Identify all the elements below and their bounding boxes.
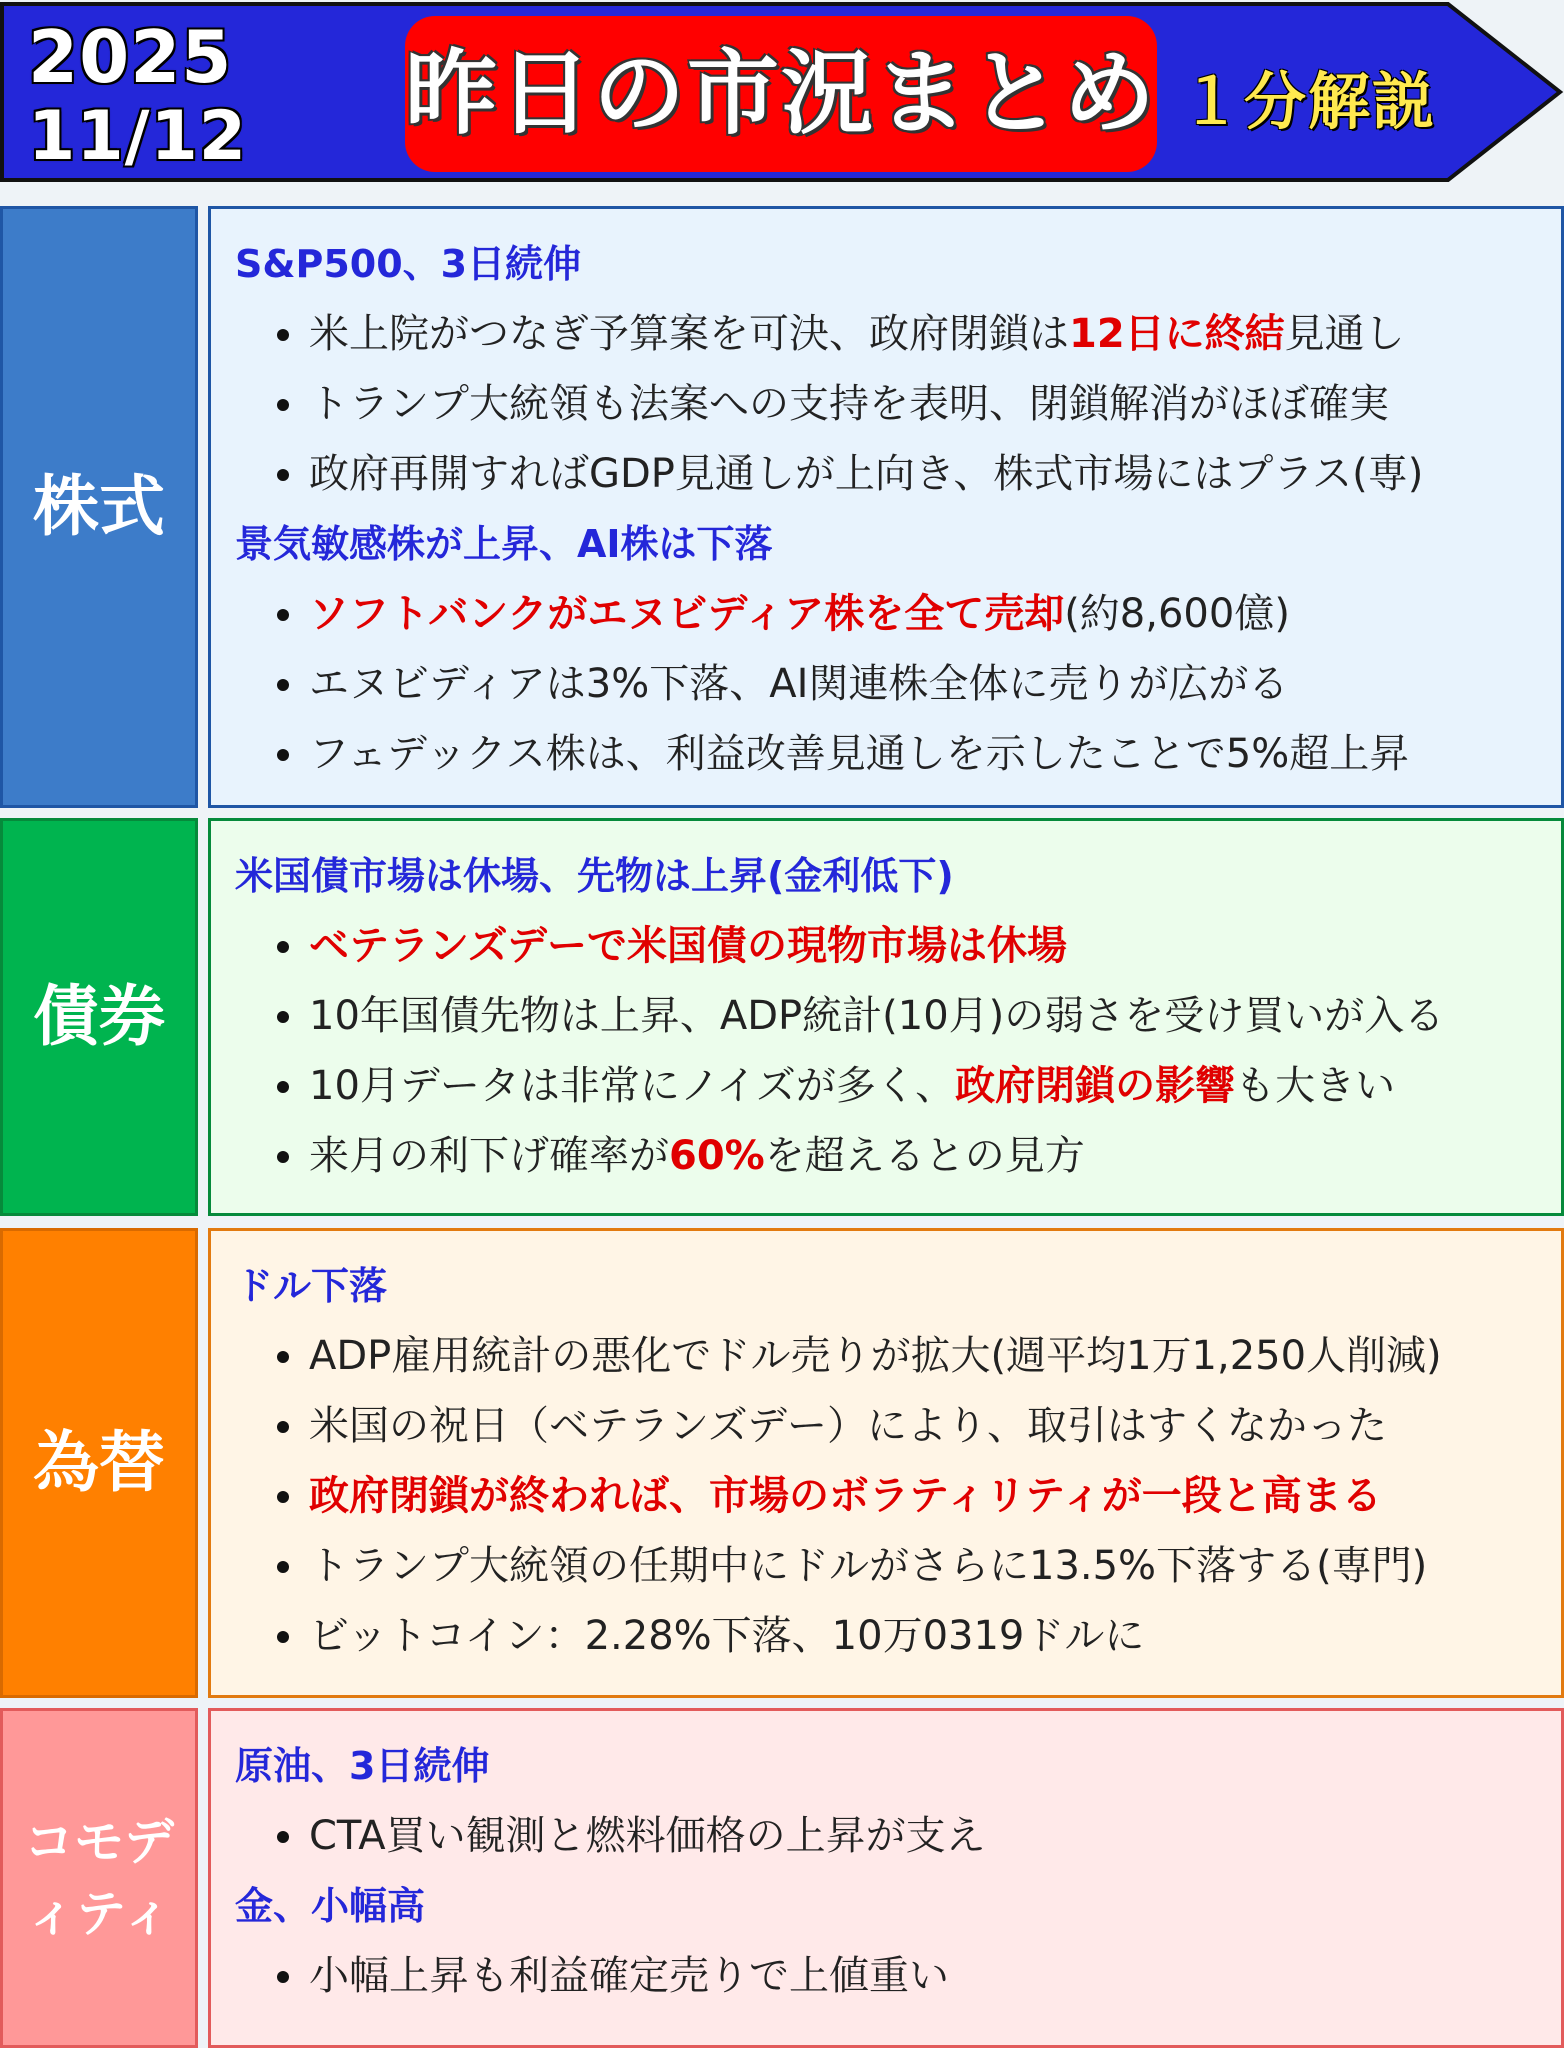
list-item: 米国の祝日（ベテランズデー）により、取引はすくなかった	[235, 1395, 1561, 1465]
section-commodities	[0, 1708, 1564, 2048]
section-stocks	[0, 206, 1564, 808]
item-text: 来月の利下げ確率が	[309, 1133, 669, 1179]
label-line: ィティ	[26, 1885, 172, 1943]
header-banner	[0, 2, 1564, 182]
item-highlight: 12日に終結	[1069, 311, 1285, 357]
section-content-fx	[208, 1228, 1564, 1698]
list-item: フェデックス株は、利益改善見通しを示したことで5%超上昇	[235, 723, 1561, 793]
date-display	[28, 16, 268, 178]
item-text: (約8,600億)	[1064, 591, 1290, 637]
list-item: CTA買い観測と燃料価格の上昇が支え	[235, 1805, 1561, 1875]
list-item: ビットコイン：2.28%下落、10万0319ドルに	[235, 1605, 1561, 1675]
item-text: 10月データは非常にノイズが多く、	[309, 1063, 956, 1109]
label-line: コモデ	[24, 1812, 174, 1871]
page-title: 昨日の市況まとめ	[405, 16, 1157, 172]
commodities-heading-gold: 金、小幅高	[235, 1884, 426, 1928]
item-highlight: ソフトバンクがエヌビディア株を全て売却	[309, 591, 1065, 637]
list-item: ADP雇用統計の悪化でドル売りが拡大(週平均1万1,250人削減)	[235, 1325, 1561, 1395]
date-month-day: 11/12	[28, 97, 248, 176]
list-item: エヌビディアは3%下落、AI関連株全体に売りが広がる	[235, 653, 1561, 723]
section-bonds	[0, 818, 1564, 1216]
section-label-bonds: 債券	[0, 818, 198, 1216]
list-item: トランプ大統領の任期中にドルがさらに13.5%下落する(専門)	[235, 1535, 1561, 1605]
list-item: 政府閉鎖が終われば、市場のボラティリティが一段と高まる	[235, 1465, 1561, 1535]
list-item	[235, 1125, 1561, 1195]
item-text: 見通し	[1284, 311, 1405, 357]
page-subtitle: １分解説	[1180, 65, 1437, 138]
bonds-heading: 米国債市場は休場、先物は上昇(金利低下)	[235, 854, 954, 898]
list-item: 政府再開すればGDP見通しが上向き、株式市場にはプラス(専)	[235, 443, 1561, 513]
section-content-commodities	[208, 1708, 1564, 2048]
commodities-heading-oil: 原油、3日続伸	[235, 1744, 490, 1788]
item-highlight: 60%	[669, 1133, 765, 1179]
list-item: 小幅上昇も利益確定売りで上値重い	[235, 1945, 1561, 2015]
stocks-heading-sp500: S&P500、3日続伸	[235, 242, 582, 286]
section-content-bonds	[208, 818, 1564, 1216]
list-item: 10年国債先物は上昇、ADP統計(10月)の弱さを受け買いが入る	[235, 985, 1561, 1055]
item-text: 米上院がつなぎ予算案を可決、政府閉鎖は	[309, 311, 1069, 357]
date-year: 2025	[28, 15, 233, 99]
item-text: も大きい	[1235, 1063, 1396, 1109]
section-label-commodities	[0, 1708, 198, 2048]
list-item	[235, 583, 1561, 653]
section-content-stocks	[208, 206, 1564, 808]
item-highlight: 政府閉鎖の影響	[955, 1063, 1236, 1109]
list-item	[235, 303, 1561, 373]
fx-heading: ドル下落	[235, 1264, 388, 1308]
section-label-stocks: 株式	[0, 206, 198, 808]
section-label-fx: 為替	[0, 1228, 198, 1698]
list-item: ベテランズデーで米国債の現物市場は休場	[235, 915, 1561, 985]
list-item	[235, 1055, 1561, 1125]
list-item: トランプ大統領も法案への支持を表明、閉鎖解消がほぼ確実	[235, 373, 1561, 443]
section-fx	[0, 1228, 1564, 1698]
item-text: を超えるとの見方	[764, 1133, 1085, 1179]
stocks-heading-cyclicals: 景気敏感株が上昇、AI株は下落	[235, 522, 773, 566]
